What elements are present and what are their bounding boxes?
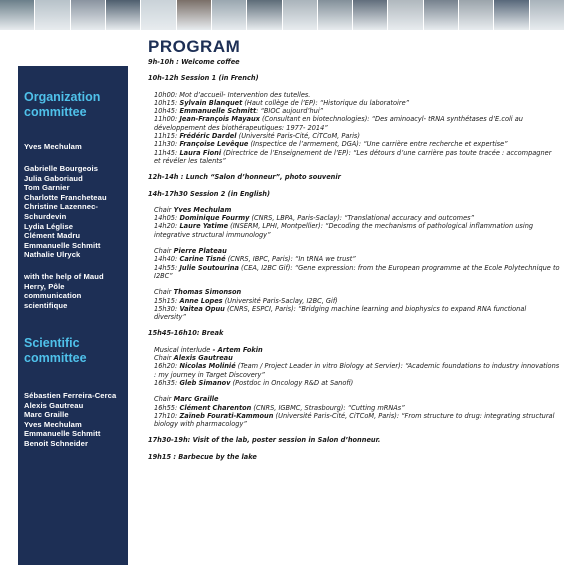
talk-time: 10h00: (154, 90, 178, 99)
sci-member: Emmanuelle Schmitt (24, 429, 101, 439)
talk-speaker: Jean-François Mayaux (177, 115, 260, 124)
talk-detail: (Université Paris-Cité, CiTCoM, Paris): “From structure to drug: integrating structural biology with pharmacology” (154, 411, 555, 429)
chair-name: - Artem Fokin (210, 345, 263, 354)
talk-time: 15h30: (154, 304, 178, 313)
talk-time: 14h55: (154, 263, 178, 272)
chair-label: Chair (154, 205, 172, 214)
talk-item (154, 404, 560, 412)
talk-detail: (CEA, I2BC Gif): “Gene expression: from the European programme at the Ecole Polytechnique to I2BC” (154, 263, 560, 280)
chair-label: Musical interlude (154, 345, 211, 354)
talk-detail: (CNRS, LBPA, Paris-Saclay): “Translational accuracy and outcomes” (249, 214, 475, 223)
chair-name: Marc Graille (171, 395, 219, 404)
sci-member: Yves Mechulam (24, 419, 82, 429)
session-title: 14h-17h30 Session 2 (in English) (148, 189, 271, 198)
talk-item (154, 222, 560, 239)
talk-detail: (CNRS, IBPC, Paris): “In tRNA we trust” (225, 255, 356, 264)
session-chair (154, 247, 560, 255)
session-title: 9h-10h : Welcome coffee (148, 58, 240, 66)
talk-time: 16h35: (154, 378, 178, 387)
talk-detail: (Postdoc in Oncology R&D at Sanofi) (230, 378, 354, 387)
spacer (148, 198, 560, 206)
talk-item (154, 255, 560, 263)
org-member: Lydia Léglise (24, 221, 74, 231)
talk-detail: (Université Paris-Saclay, I2BC, Gif) (222, 296, 338, 305)
header-photo (530, 0, 565, 30)
header-photo-strip (0, 0, 565, 30)
talk-item (154, 362, 560, 379)
talk-item (154, 305, 560, 322)
session-title: 15h45-16h10: Break (148, 329, 224, 338)
org-chair (24, 142, 126, 152)
talk-detail: : “BIOC aujourd’hui” (256, 107, 324, 116)
org-committee-heading: Organization committee (24, 90, 101, 119)
page-title: PROGRAM (148, 37, 241, 56)
header-photo (283, 0, 318, 30)
talk-detail: (CNRS, IGBMC, Strasbourg): “Cutting mRNAs” (251, 403, 405, 412)
header-photo (318, 0, 353, 30)
chair-label: Chair (154, 288, 172, 297)
talk-speaker: Gleb Simanov (177, 378, 231, 387)
org-member: Julia Gaboriaud (24, 173, 83, 183)
talk-item (154, 99, 560, 107)
spacer (148, 338, 560, 346)
spacer (148, 66, 560, 74)
talk-detail: (Team / Project Leader in vitro Biology at Servier): “Academic foundations to industry innovations : my journey in Target Discovery” (154, 362, 560, 379)
header-photo (459, 0, 494, 30)
header-photo (141, 0, 176, 30)
chair-label: Chair (154, 395, 172, 404)
org-member: Tom Garnier (24, 183, 70, 193)
talk-item (154, 91, 560, 99)
talk-time: 11h15: (154, 132, 178, 141)
talk-time: 11h45: (154, 148, 178, 157)
help-credit (24, 272, 124, 310)
talk-speaker: Carine Tisné (177, 255, 226, 264)
spacer (148, 182, 560, 190)
talk-detail: (INSERM, LPHI, Montpellier): “Decoding the mechanisms of pathological inflammation using integrative structural immunology” (154, 222, 534, 239)
talk-time: 16h55: (154, 403, 178, 412)
talk-detail: (Directrice de l’Enseignement de l’EP): “Les détours d’une carrière pas toute tracée : accompagner et révéler les talents” (154, 148, 552, 165)
talk-speaker: Zaïneb Fourati-Kammoun (177, 411, 274, 420)
talk-detail: Mot d’accueil- Intervention des tutelles. (177, 90, 311, 99)
header-photo (106, 0, 141, 30)
talk-item (154, 214, 560, 222)
spacer (148, 428, 560, 436)
talk-speaker: Clément Charenton (177, 403, 252, 412)
chair-label: Chair (154, 354, 172, 363)
chair-name: Alexis Gautreau (171, 354, 233, 363)
sci-member: Benoit Schneider (24, 438, 89, 448)
talk-speaker: Vaitea Opuu (177, 304, 225, 313)
org-member: Gabrielle Bourgeois (24, 164, 99, 173)
talk-time: 10h45: (154, 107, 178, 116)
org-member: Clément Madru (24, 231, 81, 241)
talk-time: 11h00: (154, 115, 178, 124)
org-member: Nathalie Ulryck (24, 250, 81, 260)
org-chair-name: Yves Mechulam (24, 142, 82, 151)
talk-time: 10h15: (154, 98, 178, 107)
talk-detail: (CNRS, ESPCI, Paris): “Bridging machine learning and biophysics to expand RNA functional diversity” (154, 304, 527, 322)
help-text: with the help of Maud Herry, Pôle communication scientifique (24, 272, 104, 310)
talk-item (154, 297, 560, 305)
sci-committee-heading: Scientific committee (24, 336, 87, 365)
chair-name: Thomas Simonson (171, 288, 242, 297)
spacer (148, 445, 560, 453)
org-members-list (24, 164, 126, 260)
header-photo (177, 0, 212, 30)
spacer (148, 165, 560, 173)
sci-members-list (24, 391, 126, 449)
talk-speaker: Laure Yatime (177, 222, 229, 231)
talk-detail: (Consultant en biotechnologies): “Des aminoacyl- tRNA synthétases d’E.coli au développement des biothérapeutiques: 1977- 2014” (154, 115, 523, 132)
spacer (148, 280, 560, 288)
header-photo (388, 0, 423, 30)
talk-speaker: Julie Soutourina (177, 263, 239, 272)
talk-item (154, 132, 560, 140)
spacer (148, 83, 560, 91)
talk-item (154, 264, 560, 281)
chair-name: Yves Mechulam (171, 205, 232, 214)
org-member: Emmanuelle Schmitt (24, 240, 101, 250)
talk-time: 11h30: (154, 140, 178, 149)
session-chair (154, 354, 560, 362)
spacer (148, 321, 560, 329)
sci-member: Sébastien Ferreira-Cerca (24, 391, 117, 400)
session-title: 10h-12h Session 1 (in French) (148, 74, 259, 83)
talk-time: 14h20: (154, 222, 178, 231)
talk-time: 14h05: (154, 214, 178, 223)
talk-speaker: Anne Lopes (177, 296, 223, 305)
header-photo (247, 0, 282, 30)
session-title: 17h30-19h: Visit of the lab, poster session in Salon d’honneur. (148, 436, 381, 445)
talk-item (154, 115, 560, 132)
session-chair (154, 206, 560, 214)
header-photo (353, 0, 388, 30)
sci-member: Alexis Gautreau (24, 400, 84, 410)
talk-speaker: Sylvain Blanquet (177, 98, 243, 107)
session-chair (154, 288, 560, 296)
talk-time: 17h10: (154, 411, 178, 420)
header-photo (494, 0, 529, 30)
talk-speaker: Dominique Fourmy (177, 214, 250, 223)
talk-time: 14h40: (154, 255, 178, 264)
talk-speaker: Frédéric Dardel (177, 132, 237, 141)
talk-detail: (Inspectice de l’armement, DGA): “Une carrière entre recherche et expertise” (248, 140, 508, 149)
session-chair (154, 395, 560, 403)
talk-time: 15h15: (154, 296, 178, 305)
program-schedule (148, 58, 560, 461)
chair-name: Pierre Plateau (171, 247, 227, 256)
session-chair (154, 346, 560, 354)
talk-item (154, 107, 560, 115)
session-title: 19h15 : Barbecue by the lake (148, 452, 257, 461)
spacer (148, 239, 560, 247)
org-member: Christine Lazennec-Schurdevin (24, 202, 99, 221)
talk-time: 16h20: (154, 362, 178, 371)
org-member: Charlotte Francheteau (24, 192, 107, 202)
talk-item (154, 140, 560, 148)
talk-speaker: Nicolas Molinié (177, 362, 236, 371)
talk-item (154, 412, 560, 429)
talk-speaker: Laura Fioni (177, 148, 222, 157)
chair-label: Chair (154, 247, 172, 256)
header-photo (35, 0, 70, 30)
talk-item (154, 379, 560, 387)
header-photo (212, 0, 247, 30)
talk-speaker: Emmanuelle Schmitt (177, 107, 257, 116)
talk-speaker: Françoise Levêque (177, 140, 249, 149)
session-title: 12h-14h : Lunch “Salon d’honneur”, photo souvenir (148, 173, 341, 182)
header-photo (424, 0, 459, 30)
header-photo (0, 0, 35, 30)
header-photo (71, 0, 106, 30)
spacer (148, 387, 560, 395)
talk-detail: (Université Paris-Cité, CiTCoM, Paris) (236, 132, 360, 141)
talk-detail: (Haut collège de l’EP): “Historique du laboratoire” (242, 98, 410, 107)
sci-member: Marc Graille (24, 410, 69, 420)
committee-sidebar (18, 66, 128, 565)
talk-item (154, 149, 560, 166)
